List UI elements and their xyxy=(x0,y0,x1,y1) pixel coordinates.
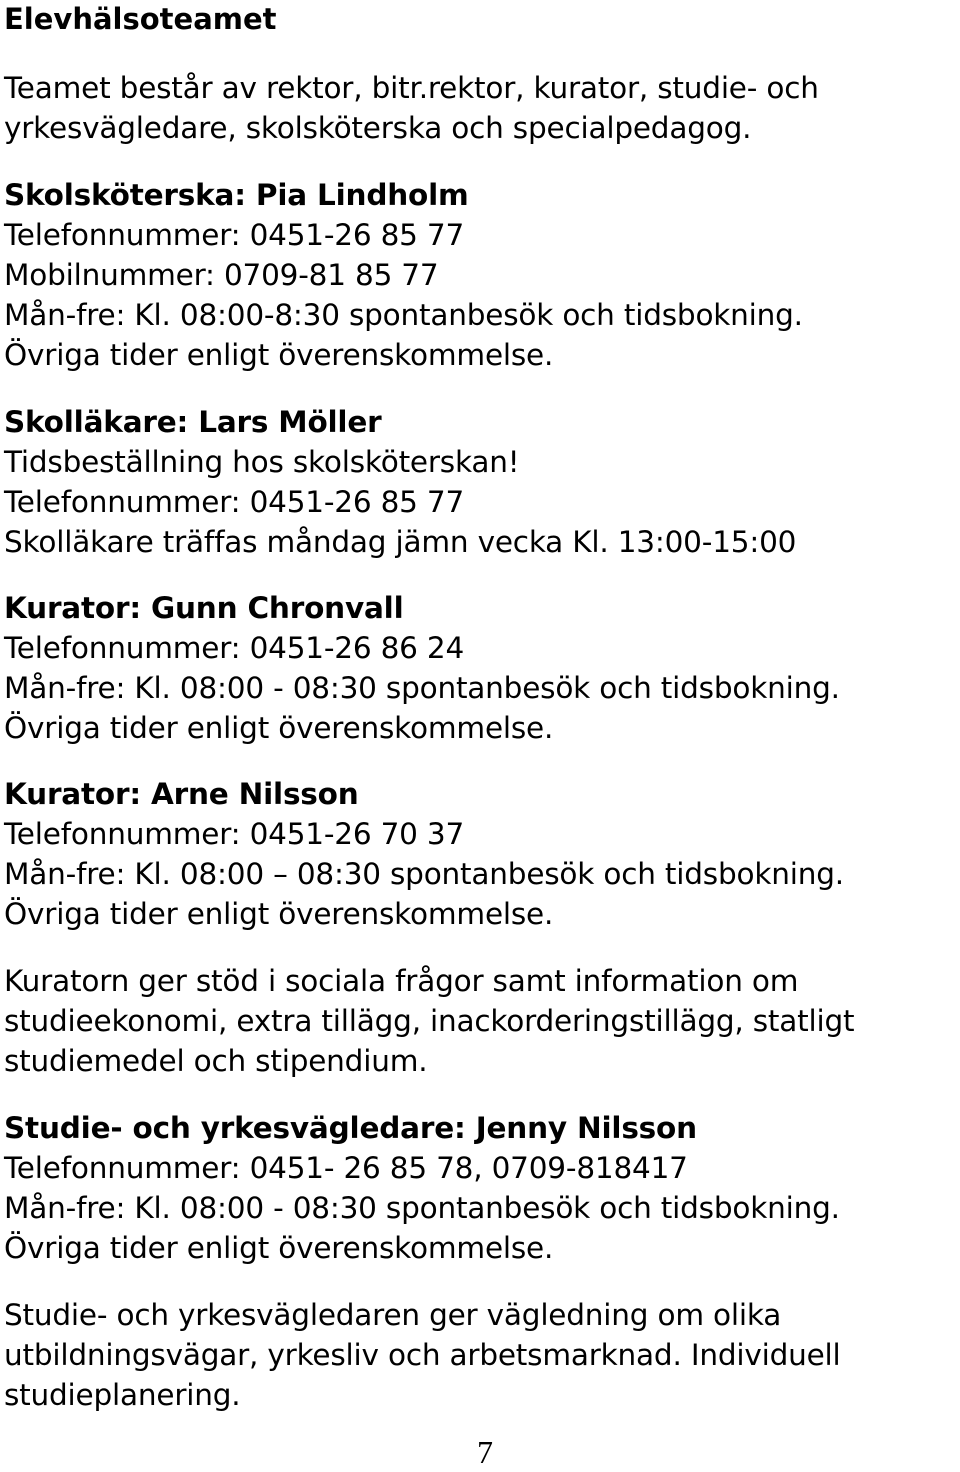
other-times-line: Övriga tider enligt överenskommelse. xyxy=(4,1231,554,1265)
info-line: studieekonomi, extra tillägg, inackorderingstillägg, statligt xyxy=(4,1004,855,1038)
section-title-kurator-gunn: Kurator: Gunn Chronvall xyxy=(4,591,404,625)
page-number: 7 xyxy=(477,1434,493,1470)
info-line: studiemedel och stipendium. xyxy=(4,1044,428,1078)
info-line: studieplanering. xyxy=(4,1378,241,1412)
phone-line: Telefonnummer: 0451-26 85 77 xyxy=(4,218,465,252)
other-times-line: Övriga tider enligt överenskommelse. xyxy=(4,338,554,372)
section-title-kurator-arne: Kurator: Arne Nilsson xyxy=(4,777,359,811)
section-syv xyxy=(4,1108,840,1268)
hours-line: Mån-fre: Kl. 08:00 - 08:30 spontanbesök och tidsbokning. xyxy=(4,671,840,705)
section-kurator-arne xyxy=(4,774,844,934)
phone-line: Telefonnummer: 0451-26 85 77 xyxy=(4,485,465,519)
hours-line: Mån-fre: Kl. 08:00 - 08:30 spontanbesök och tidsbokning. xyxy=(4,1191,840,1225)
hours-line: Skolläkare träffas måndag jämn vecka Kl. 13:00-15:00 xyxy=(4,525,797,559)
section-skollakare xyxy=(4,402,796,562)
kurator-info-paragraph xyxy=(4,961,854,1081)
section-kurator-gunn xyxy=(4,588,840,748)
booking-line: Tidsbeställning hos skolsköterskan! xyxy=(4,445,520,479)
info-line: utbildningsvägar, yrkesliv och arbetsmarknad. Individuell xyxy=(4,1338,841,1372)
mobile-line: Mobilnummer: 0709-81 85 77 xyxy=(4,258,439,292)
other-times-line: Övriga tider enligt överenskommelse. xyxy=(4,897,554,931)
other-times-line: Övriga tider enligt överenskommelse. xyxy=(4,711,554,745)
section-title-skollakare: Skolläkare: Lars Möller xyxy=(4,405,382,439)
info-line: Studie- och yrkesvägledaren ger vägledning om olika xyxy=(4,1298,782,1332)
hours-line: Mån-fre: Kl. 08:00-8:30 spontanbesök och tidsbokning. xyxy=(4,298,803,332)
section-title-skolskoterska: Skolsköterska: Pia Lindholm xyxy=(4,178,469,212)
page-heading: Elevhälsoteamet xyxy=(4,2,277,36)
intro-paragraph xyxy=(4,68,819,148)
section-title-syv: Studie- och yrkesvägledare: Jenny Nilsson xyxy=(4,1111,697,1145)
phone-line: Telefonnummer: 0451-26 86 24 xyxy=(4,631,465,665)
intro-line: yrkesvägledare, skolsköterska och specialpedagog. xyxy=(4,111,752,145)
section-skolskoterska xyxy=(4,175,803,375)
hours-line: Mån-fre: Kl. 08:00 – 08:30 spontanbesök och tidsbokning. xyxy=(4,857,844,891)
syv-info-paragraph xyxy=(4,1295,841,1415)
intro-line: Teamet består av rektor, bitr.rektor, kurator, studie- och xyxy=(4,71,819,105)
phone-line: Telefonnummer: 0451- 26 85 78, 0709-818417 xyxy=(4,1151,688,1185)
info-line: Kuratorn ger stöd i sociala frågor samt information om xyxy=(4,964,799,998)
phone-line: Telefonnummer: 0451-26 70 37 xyxy=(4,817,465,851)
